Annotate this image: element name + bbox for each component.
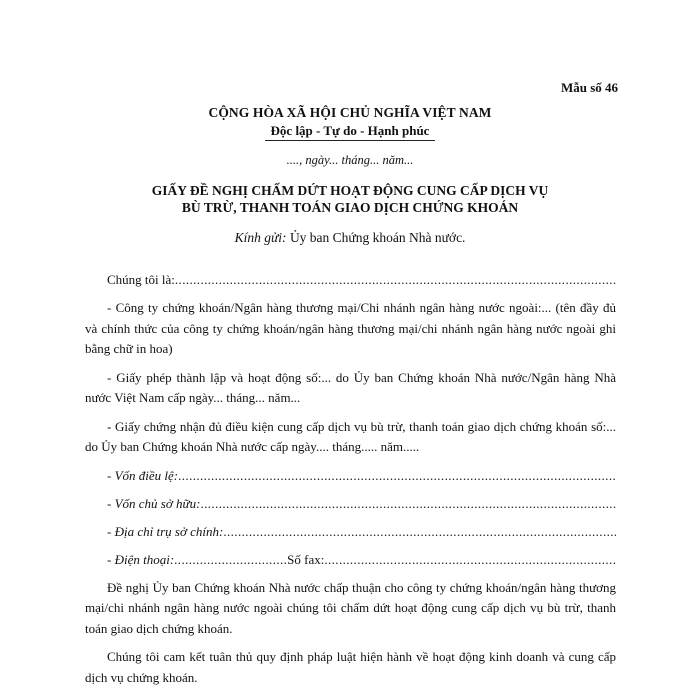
title-line-1: GIẤY ĐỀ NGHỊ CHẤM DỨT HOẠT ĐỘNG CUNG CẤP DỊCH VỤ — [151, 183, 549, 198]
fax-label: Số fax: — [287, 551, 325, 567]
we-are-label: Chúng tôi là: — [107, 272, 175, 287]
recipient-line — [0, 230, 700, 246]
fill-in-dots — [174, 550, 287, 571]
fill-in-dots — [200, 494, 616, 515]
fill-in-dots — [324, 550, 616, 571]
recipient-label: Kính gửi: — [234, 230, 287, 245]
date-line: ...., ngày... tháng... năm... — [286, 153, 414, 167]
phone-label: - Điện thoại: — [107, 551, 175, 567]
fill-in-dots — [175, 270, 616, 291]
equity-field — [85, 494, 616, 515]
form-number: Mẫu số 46 — [560, 80, 618, 95]
national-header — [0, 105, 700, 141]
charter-capital-label: - Vốn điều lệ: — [107, 467, 179, 483]
address-label: - Địa chỉ trụ sở chính: — [107, 523, 224, 539]
national-motto: Độc lập - Tự do - Hạnh phúc — [265, 123, 436, 141]
commitment-paragraph: Chúng tôi cam kết tuân thủ quy định pháp luật hiện hành về hoạt động kinh doanh và cung cấp dịch vụ chứng khoán. — [85, 649, 616, 685]
certificate-paragraph: - Giấy chứng nhận đủ điều kiện cung cấp dịch vụ bù trừ, thanh toán giao dịch chứng khoán số:... do Ủy ban Chứng khoán Nhà nước cấp ngày.... tháng..... năm..... — [85, 418, 616, 454]
document-body — [85, 270, 616, 696]
fill-in-dots — [178, 466, 616, 487]
equity-label: - Vốn chủ sở hữu: — [107, 495, 201, 511]
document-title — [0, 182, 700, 216]
fill-in-dots — [223, 522, 616, 543]
address-field — [85, 522, 616, 543]
we-are-field — [85, 270, 616, 291]
country-name: CỘNG HÒA XÃ HỘI CHỦ NGHĨA VIỆT NAM — [208, 105, 492, 120]
phone-fax-field — [85, 550, 616, 571]
charter-capital-field — [85, 466, 616, 487]
license-paragraph: - Giấy phép thành lập và hoạt động số:... do Ủy ban Chứng khoán Nhà nước/Ngân hàng Nhà nước Việt Nam cấp ngày... tháng... năm... — [85, 369, 616, 405]
title-line-2: BÙ TRỪ, THANH TOÁN GIAO DỊCH CHỨNG KHOÁN — [181, 200, 519, 215]
recipient-value: Ủy ban Chứng khoán Nhà nước. — [286, 230, 466, 245]
request-paragraph: Đề nghị Ủy ban Chứng khoán Nhà nước chấp thuận cho công ty chứng khoán/ngân hàng thương mại/chi nhánh ngân hàng nước ngoài chúng tôi chấm dứt hoạt động cung cấp dịch vụ bù trừ, thanh toán giao dịch chứng khoán. — [85, 579, 616, 636]
company-paragraph: - Công ty chứng khoán/Ngân hàng thương mại/Chi nhánh ngân hàng nước ngoài:... (tên đầy đủ và chính thức của công ty chứng khoán/ngân hàng thương mại/chi nhánh ngân hàng nước ngoài ghi bằng chữ in hoa) — [85, 300, 616, 356]
